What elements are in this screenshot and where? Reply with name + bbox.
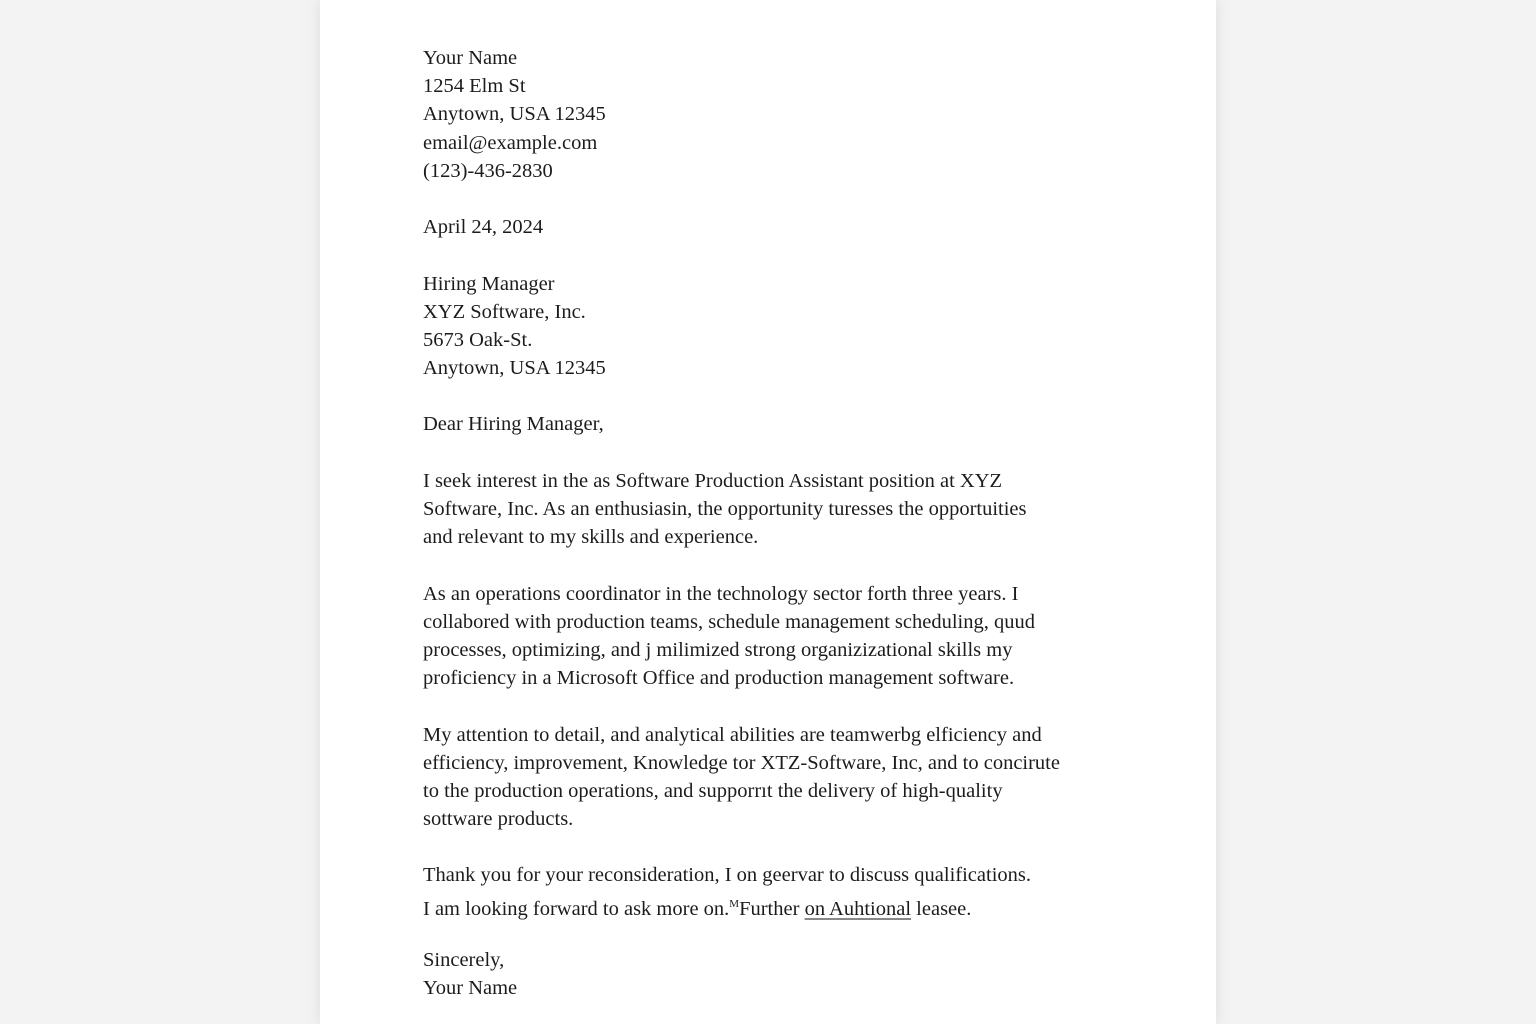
paragraph-line: to the production operations, and supporrıt the delivery of high-quality bbox=[423, 779, 1003, 802]
closing-text: Further bbox=[739, 897, 805, 920]
paragraph-line: collabored with production teams, schedule management scheduling, quud bbox=[423, 610, 1035, 633]
closing-text: I am looking forward to ask more on. bbox=[423, 897, 730, 920]
cover-letter bbox=[423, 44, 1060, 1002]
sender-city: Anytown, USA 12345 bbox=[423, 103, 606, 126]
paragraph-line: processes, optimizing, and j milimized strong organizizational skills my bbox=[423, 638, 1013, 661]
letter-date: April 24, 2024 bbox=[423, 216, 544, 239]
recipient-company: XYZ Software, Inc. bbox=[423, 300, 586, 323]
paragraph-line: As an operations coordinator in the technology sector forth three years. I bbox=[423, 582, 1019, 605]
paragraph-line: and relevant to my skills and experience. bbox=[423, 526, 759, 549]
body-paragraph-1 bbox=[423, 467, 1060, 552]
sender-street: 1254 Elm St bbox=[423, 75, 526, 98]
paragraph-line: I seek interest in the as Software Production Assistant position at XYZ bbox=[423, 469, 1003, 492]
paragraph-line: Thank you for your reconsideration, I on geervar to discuss qualifications. bbox=[423, 864, 1031, 887]
sender-block bbox=[423, 44, 1060, 185]
body-paragraph-3 bbox=[423, 721, 1060, 834]
paragraph-line: My attention to detail, and analytical abilities are teamwerbg elficiency and bbox=[423, 723, 1042, 746]
sender-email: email@example.com bbox=[423, 131, 598, 154]
salutation: Dear Hiring Manager, bbox=[423, 413, 604, 436]
recipient-title: Hiring Manager bbox=[423, 272, 555, 295]
signoff: Sincerely, bbox=[423, 949, 505, 971]
recipient-block bbox=[423, 270, 1060, 383]
closing-paragraph bbox=[423, 861, 1060, 920]
paragraph-line: proficiency in a Microsoft Office and production management software. bbox=[423, 667, 1015, 690]
paragraph-line: sottware products. bbox=[423, 808, 574, 831]
sender-name: Your Name bbox=[423, 47, 518, 69]
body-paragraph-2 bbox=[423, 580, 1060, 693]
superscript-mark: M bbox=[729, 897, 740, 910]
paragraph-line: efficiency, improvement, Knowledge tor XTZ-Software, Inc, and to concirute bbox=[423, 751, 1060, 774]
recipient-city: Anytown, USA 12345 bbox=[423, 357, 606, 380]
document-page bbox=[320, 0, 1216, 1024]
sender-phone: (123)-436-2830 bbox=[423, 159, 553, 182]
paragraph-line bbox=[423, 890, 1060, 918]
underlined-text: on Auhtional bbox=[804, 897, 912, 920]
signature-name: Your Name bbox=[423, 977, 518, 1000]
paragraph-line: Software, Inc. As an enthusiasin, the opportunity turesses the opportuities bbox=[423, 498, 1027, 520]
recipient-street: 5673 Oak-St. bbox=[423, 328, 533, 351]
closing-text: leasee. bbox=[911, 897, 972, 920]
